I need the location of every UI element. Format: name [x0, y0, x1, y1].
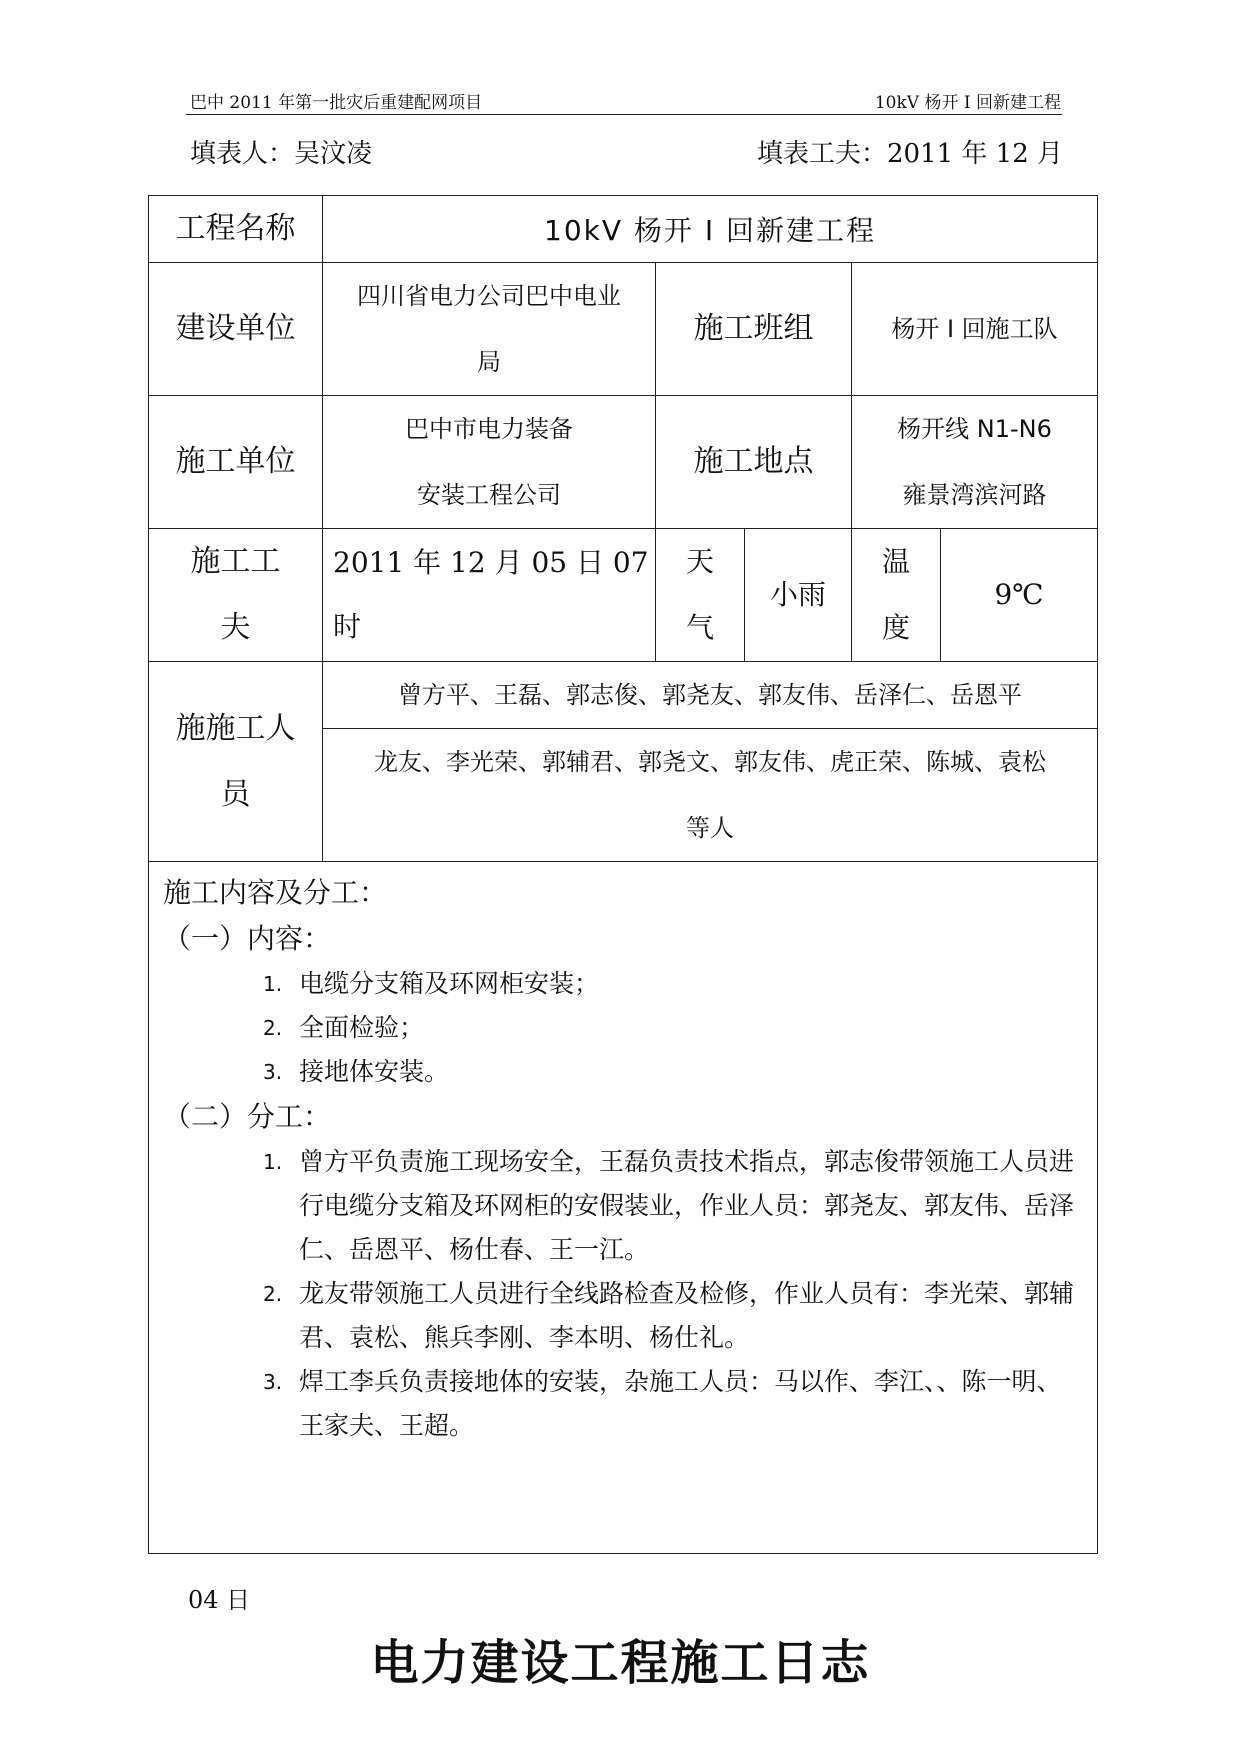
- time-label-line1: 施工工: [190, 544, 281, 579]
- project-label: 工程名称: [149, 196, 323, 263]
- item-text: 全面检验；: [299, 1013, 425, 1042]
- team-value: 杨开 I 回施工队: [852, 263, 1098, 396]
- time-label-line2: 夫: [220, 610, 251, 645]
- time-label: [149, 529, 323, 662]
- section-2-item: [163, 1360, 1083, 1448]
- content-heading: 施工内容及分工：: [163, 876, 388, 909]
- weather-value: 小雨: [745, 529, 852, 662]
- time-value-line1: 2011 年 12 月 05 日 07: [333, 546, 649, 579]
- fill-date: 填表工夫：2011 年 12 月: [756, 139, 1063, 169]
- site-value-line2: 雍景湾滨河路: [902, 481, 1047, 509]
- construction-log-table: [148, 195, 1098, 1554]
- time-value-line2: 时: [333, 610, 362, 643]
- temp-label-line2: 度: [881, 611, 910, 644]
- work-content-cell: [149, 862, 1098, 1554]
- site-value: [852, 396, 1098, 529]
- project-name: 10kV 杨开 I 回新建工程: [323, 196, 1098, 263]
- staff-label-line1: 施施工人: [175, 710, 296, 746]
- item-text: 曾方平负责施工现场安全，王磊负责技术指点，郭志俊带领施工人员进行电缆分支箱及环网柜的安假装业，作业人员：郭尧友、郭友伟、岳泽仁、岳恩平、杨仕春、王一江。: [299, 1147, 1075, 1264]
- weather-label: [656, 529, 745, 662]
- header-project: 巴中 2011 年第一批灾后重建配网项目: [190, 93, 483, 113]
- contractor-value-line2: 安装工程公司: [417, 481, 561, 509]
- item-text: 接地体安装。: [299, 1057, 450, 1086]
- section-1-title: 内容：: [247, 922, 332, 955]
- header-engineering: 10kV 杨开 I 回新建工程: [874, 93, 1061, 113]
- header-rule: [186, 114, 1062, 115]
- staff-list-2: [323, 729, 1098, 862]
- item-number: 2.: [263, 1016, 283, 1040]
- staff-line2: 龙友、李光荣、郭辅君、郭尧文、郭友伟、虎正荣、陈城、袁松: [374, 748, 1047, 776]
- section-2-title: 分工：: [247, 1100, 332, 1133]
- contractor-value-line1: 巴中市电力装备: [405, 415, 573, 443]
- section-1-heading: [163, 916, 1083, 962]
- contractor-label: 施工单位: [149, 396, 323, 529]
- item-number: 1.: [263, 972, 283, 996]
- builder-value-line2: 局: [477, 348, 501, 376]
- item-text: 焊工李兵负责接地体的安装，杂施工人员：马以作、李江、、陈一明、王家夫、王超。: [299, 1367, 1062, 1440]
- section-1-item: [163, 962, 1083, 1006]
- filler-name: 填表人：吴汶凌: [190, 139, 373, 169]
- site-value-line1: 杨开线 N1-N6: [897, 415, 1052, 443]
- builder-value: [323, 263, 656, 396]
- temp-label: [852, 529, 941, 662]
- item-text: 龙友带领施工人员进行全线路检查及检修，作业人员有：李光荣、郭辅君、袁松、熊兵李刚、李本明、杨仕礼。: [299, 1279, 1075, 1352]
- staff-line3: 等人: [686, 814, 735, 842]
- staff-label-line2: 员: [220, 776, 251, 812]
- page-day: 04 日: [188, 1586, 251, 1614]
- weather-label-line1: 天: [685, 545, 714, 578]
- item-number: 3.: [263, 1060, 283, 1084]
- section-2-item: [163, 1140, 1083, 1272]
- document-title: 电力建设工程施工日志: [370, 1635, 871, 1691]
- staff-label: [149, 662, 323, 862]
- temp-label-line1: 温: [881, 545, 910, 578]
- weather-label-line2: 气: [685, 611, 714, 644]
- section-1-item: [163, 1050, 1083, 1094]
- item-number: 3.: [263, 1370, 283, 1394]
- item-number: 2.: [263, 1282, 283, 1306]
- section-2-heading: [163, 1094, 1083, 1140]
- item-text: 电缆分支箱及环网柜安装；: [299, 969, 600, 998]
- contractor-value: [323, 396, 656, 529]
- section-2-number: （二）: [163, 1100, 248, 1133]
- staff-line1: 曾方平、王磊、郭志俊、郭尧友、郭友伟、岳泽仁、岳恩平: [323, 662, 1098, 729]
- builder-value-line1: 四川省电力公司巴中电业: [357, 282, 621, 310]
- temp-value: 9℃: [941, 529, 1098, 662]
- section-1-number: （一）: [163, 922, 248, 955]
- team-label: 施工班组: [656, 263, 852, 396]
- section-2-item: [163, 1272, 1083, 1360]
- time-value: [323, 529, 656, 662]
- builder-label: 建设单位: [149, 263, 323, 396]
- section-1-item: [163, 1006, 1083, 1050]
- item-number: 1.: [263, 1150, 283, 1174]
- site-label: 施工地点: [656, 396, 852, 529]
